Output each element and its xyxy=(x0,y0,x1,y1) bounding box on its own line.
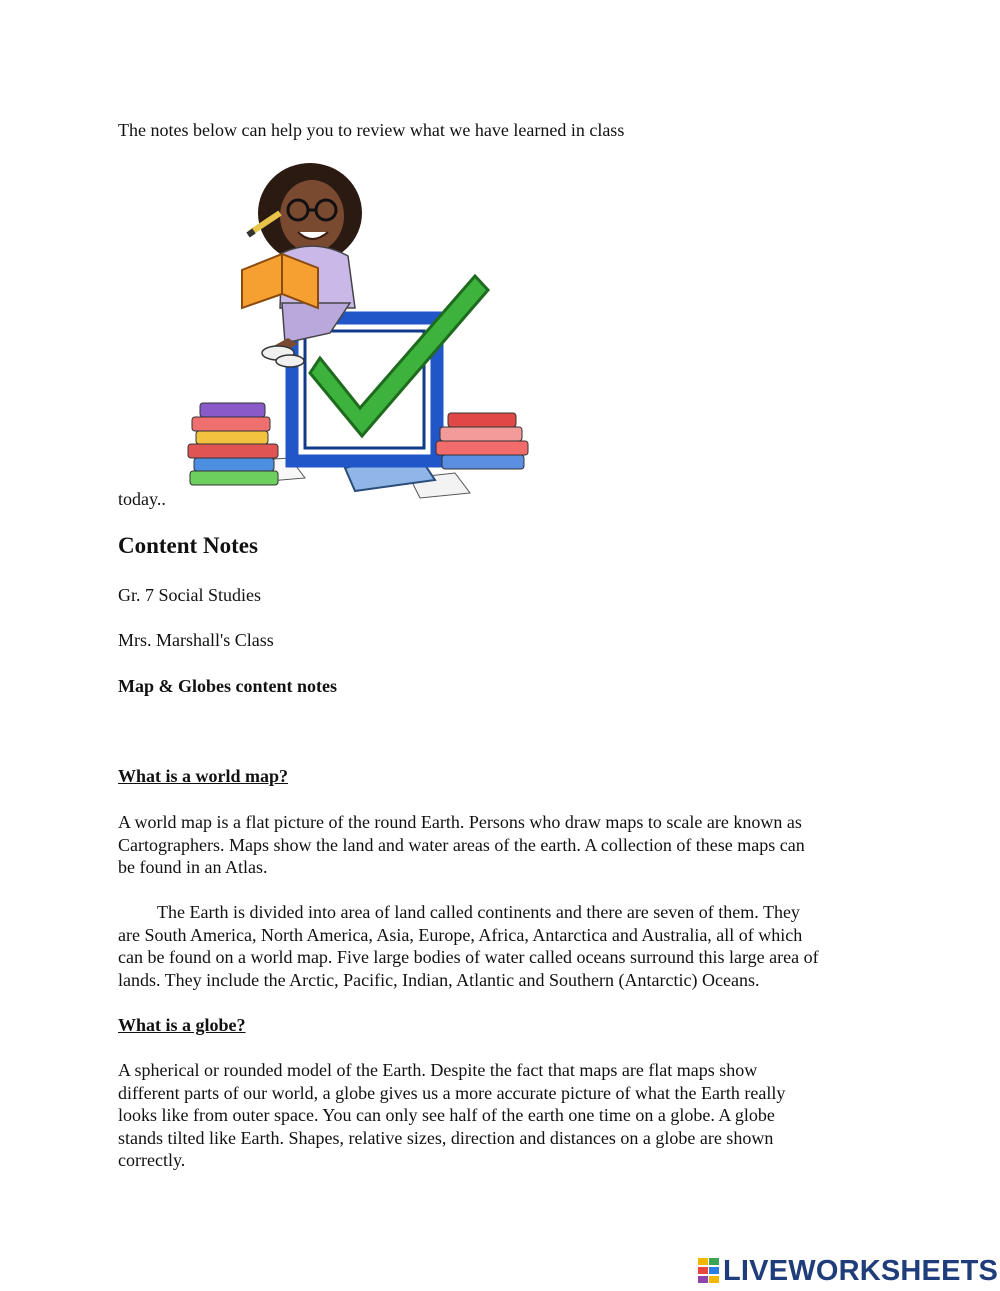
globe-paragraph xyxy=(118,1059,888,1172)
world-map-paragraph-1 xyxy=(118,811,888,879)
paragraph-line: correctly. xyxy=(118,1150,186,1171)
paragraph-line: lands. They include the Arctic, Pacific, Indian, Atlantic and Southern (Antarctic) Oceans. xyxy=(118,969,760,990)
paragraph-line: The Earth is divided into area of land called continents and there are seven of them. They xyxy=(157,902,800,922)
section-heading-world-map: What is a world map? xyxy=(118,766,289,786)
paragraph-line: different parts of our world, a globe gives us a more accurate picture of what the Earth really xyxy=(118,1082,786,1103)
world-map-paragraph-2 xyxy=(118,901,888,991)
teacher-checkmark-illustration xyxy=(170,158,540,503)
liveworksheets-logo[interactable] xyxy=(698,1256,998,1286)
subject-label: Gr. 7 Social Studies xyxy=(118,585,261,605)
intro-line-1: The notes below can help you to review what we have learned in class xyxy=(118,120,625,140)
topic-label: Map & Globes content notes xyxy=(118,676,337,696)
paragraph-line: be found in an Atlas. xyxy=(118,857,268,878)
paragraph-line: A world map is a flat picture of the round Earth. Persons who draw maps to scale are known as xyxy=(118,812,802,832)
paragraph-line: are South America, North America, Asia, Europe, Africa, Antarctica and Australia, all of which xyxy=(118,924,803,945)
section-heading-globe: What is a globe? xyxy=(118,1015,246,1035)
liveworksheets-logo-icon xyxy=(698,1258,720,1284)
intro-line-2: today.. xyxy=(118,489,166,509)
paragraph-line: can be found on a world map. Five large bodies of water called oceans surround this large area of xyxy=(118,947,819,968)
paragraph-line: Cartographers. Maps show the land and water areas of the earth. A collection of these maps can xyxy=(118,834,805,855)
paragraph-line: looks like from outer space. You can only see half of the earth one time on a globe. A globe xyxy=(118,1105,775,1126)
paragraph-line: A spherical or rounded model of the Earth. Despite the fact that maps are flat maps show xyxy=(118,1060,758,1080)
page-title: Content Notes xyxy=(118,533,258,558)
liveworksheets-brand-text: LIVEWORKSHEETS xyxy=(723,1254,999,1287)
paragraph-line: stands tilted like Earth. Shapes, relative sizes, direction and distances on a globe are shown xyxy=(118,1127,774,1148)
teacher-label: Mrs. Marshall's Class xyxy=(118,630,274,650)
